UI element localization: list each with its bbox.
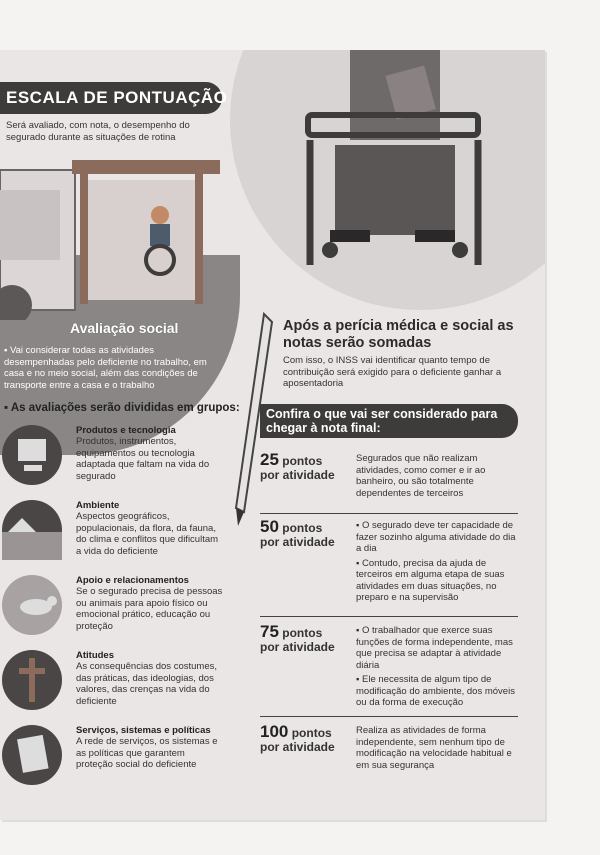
score-desc-item: Segurados que não realizam atividades, como comer e ir ao banheiro, ou são totalmente dependentes de terceiros <box>356 453 486 499</box>
group-title: Serviços, sistemas e políticas <box>76 725 211 736</box>
score-description <box>356 520 520 607</box>
score-per: por atividade <box>260 468 335 482</box>
group-text: Se o segurado precisa de pessoas ou animais para apoio físico ou emocional prático, educação ou proteção <box>76 586 223 632</box>
score-unit: pontos <box>291 726 332 740</box>
score-points <box>260 622 335 654</box>
score-desc-item: ▪ O trabalhador que exerce suas funções de forma independente, mas que precisa se adaptar à atividade diária <box>356 625 513 671</box>
cross-icon <box>2 650 62 710</box>
score-unit: pontos <box>282 454 323 468</box>
computer-icon <box>2 425 62 485</box>
score-unit: pontos <box>282 521 323 535</box>
score-desc-item: Realiza as atividades de forma independente, sem nenhum tipo de modificação na velocidade habitual e em sua segurança <box>356 725 512 771</box>
score-desc-item: ▪ O segurado deve ter capacidade de fazer sozinho alguma atividade do dia a dia <box>356 520 516 554</box>
scale-intro: Será avaliado, com nota, o desempenho do segurado durante as situações de rotina <box>6 120 190 143</box>
score-desc-item: ▪ Ele necessita de algum tipo de modificação do ambiente, dos móveis ou da forma de execução <box>356 674 515 708</box>
score-per: por atividade <box>260 535 335 549</box>
wheelchair-person-illustration <box>290 50 510 280</box>
group-text: A rede de serviços, os sistemas e as políticas que garantem proteção social do deficiente <box>76 736 218 770</box>
score-points <box>260 722 335 754</box>
score-desc-item: ▪ Contudo, precisa da ajuda de terceiros em alguma etapa de suas atividades em duas situações, no preparo e na supervisão <box>356 557 505 603</box>
score-per: por atividade <box>260 740 335 754</box>
score-number: 100 <box>260 722 289 741</box>
group-text: Produtos, instrumentos, equipamentos ou tecnologia adaptada que faltam na vida do segurado <box>76 436 210 482</box>
group-text: As consequências dos costumes, das práticas, das ideologias, dos valores, das crenças na vida do deficiente <box>76 661 217 707</box>
groups-heading: ▪ As avaliações serão divididas em grupos: <box>4 402 240 414</box>
guide-dog-icon <box>2 575 62 635</box>
score-per: por atividade <box>260 640 335 654</box>
divider <box>260 716 518 717</box>
score-unit: pontos <box>282 626 323 640</box>
score-points <box>260 450 335 482</box>
divider <box>260 616 518 617</box>
score-description <box>356 453 520 502</box>
social-text: ▪ Vai considerar todas as atividades desempenhadas pelo deficiente no trabalho, em casa e no meio social, além das condições de transporte entre a casa e o trabalho <box>4 345 207 391</box>
score-points <box>260 517 335 549</box>
confira-header <box>260 404 518 438</box>
score-number: 25 <box>260 450 279 469</box>
score-description <box>356 725 520 774</box>
confira-title: Confira o que vai ser considerado para chegar à nota final: <box>266 407 498 435</box>
bus-stop-illustration <box>0 160 222 320</box>
score-description <box>356 625 520 712</box>
score-number: 75 <box>260 622 279 641</box>
landscape-icon <box>2 500 62 560</box>
scale-title: ESCALA DE PONTUAÇÃO <box>6 88 228 107</box>
after-text: Com isso, o INSS vai identificar quanto tempo de contribuição será exigido para o deficiente ganhar a aposentadoria <box>283 355 502 389</box>
group-title: Produtos e tecnologia <box>76 425 176 436</box>
social-title: Avaliação social <box>70 320 179 336</box>
scale-header <box>0 82 228 114</box>
after-title: Após a perícia médica e social as notas serão somadas <box>283 318 514 351</box>
group-title: Atitudes <box>76 650 114 661</box>
group-title: Apoio e relacionamentos <box>76 575 189 586</box>
group-title: Ambiente <box>76 500 120 511</box>
score-number: 50 <box>260 517 279 536</box>
divider <box>260 513 518 514</box>
document-icon <box>2 725 62 785</box>
group-text: Aspectos geográficos, populacionais, da flora, da fauna, do clima e conflitos que dificultam a vida do deficiente <box>76 511 219 557</box>
